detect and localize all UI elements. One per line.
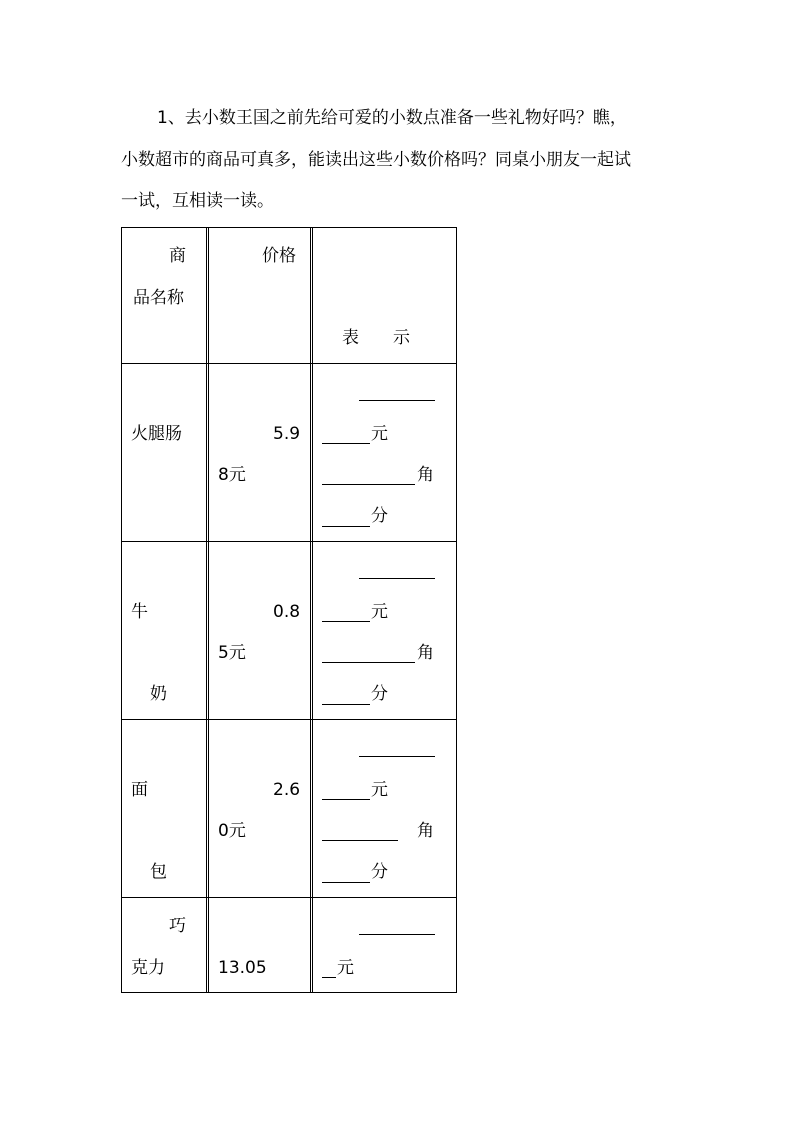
intro-line-2: 小数超市的商品可真多，能读出这些小数价格吗？同桌小朋友一起试 [121,150,631,170]
yuan-unit: 元 [371,424,388,444]
table-row [122,720,456,898]
item-name-cell [122,898,209,992]
item-name: 火腿肠 [131,424,182,444]
item-name-cell [122,542,209,719]
item-price-part1: 5.9 [273,424,301,444]
header-show: 表 示 [342,328,410,348]
answer-blank[interactable] [359,934,435,935]
item-price: 13.05 [218,958,267,978]
item-price-part2: 0元 [218,821,246,841]
header-price-cell [209,228,313,363]
item-price-cell [209,898,313,992]
item-name-cell [122,720,209,897]
yuan-unit: 元 [337,958,354,978]
item-show-cell [313,720,456,897]
fen-unit: 分 [371,862,388,882]
item-name-cell [122,364,209,541]
jiao-unit: 角 [417,821,434,841]
table-row [122,898,456,992]
item-price-part1: 2.6 [273,780,301,800]
header-price: 价格 [262,246,296,266]
jiao-blank[interactable] [322,840,398,841]
jiao-blank[interactable] [322,662,415,663]
item-show-cell [313,898,456,992]
yuan-blank[interactable] [322,621,370,622]
item-name-part1: 面 [131,780,148,800]
table-row [122,364,456,542]
fen-blank[interactable] [322,882,370,883]
fen-blank[interactable] [322,526,370,527]
header-name-cell [122,228,209,363]
price-table [121,227,457,993]
yuan-blank[interactable] [322,443,370,444]
intro-line-3: 一试，互相读一读。 [121,191,274,211]
item-name-part2: 奶 [150,684,167,704]
table-header-row [122,228,456,364]
fen-unit: 分 [371,506,388,526]
header-show-cell [313,228,456,363]
item-name-part1: 牛 [131,602,148,622]
jiao-blank[interactable] [322,484,415,485]
answer-blank[interactable] [359,578,435,579]
yuan-unit: 元 [371,602,388,622]
item-price-cell [209,542,313,719]
jiao-unit: 角 [417,465,434,485]
item-price-cell [209,364,313,541]
fen-unit: 分 [371,684,388,704]
item-price-part2: 5元 [218,643,246,663]
item-show-cell [313,542,456,719]
item-name-part2: 克力 [131,958,165,978]
item-price-part2: 8元 [218,465,246,485]
jiao-unit: 角 [417,643,434,663]
item-show-cell [313,364,456,541]
table-row [122,542,456,720]
fen-blank[interactable] [322,704,370,705]
header-name-line1: 商 [169,246,186,266]
answer-blank[interactable] [359,756,435,757]
yuan-blank[interactable] [322,799,370,800]
yuan-unit: 元 [371,780,388,800]
intro-line-1: 1、去小数王国之前先给可爱的小数点准备一些礼物好吗？瞧， [157,108,627,128]
item-price-cell [209,720,313,897]
item-name-part1: 巧 [169,916,186,936]
answer-blank[interactable] [359,400,435,401]
header-name-line2: 品名称 [133,288,184,308]
item-name-part2: 包 [150,862,167,882]
yuan-blank[interactable] [322,977,336,978]
item-price-part1: 0.8 [273,602,301,622]
